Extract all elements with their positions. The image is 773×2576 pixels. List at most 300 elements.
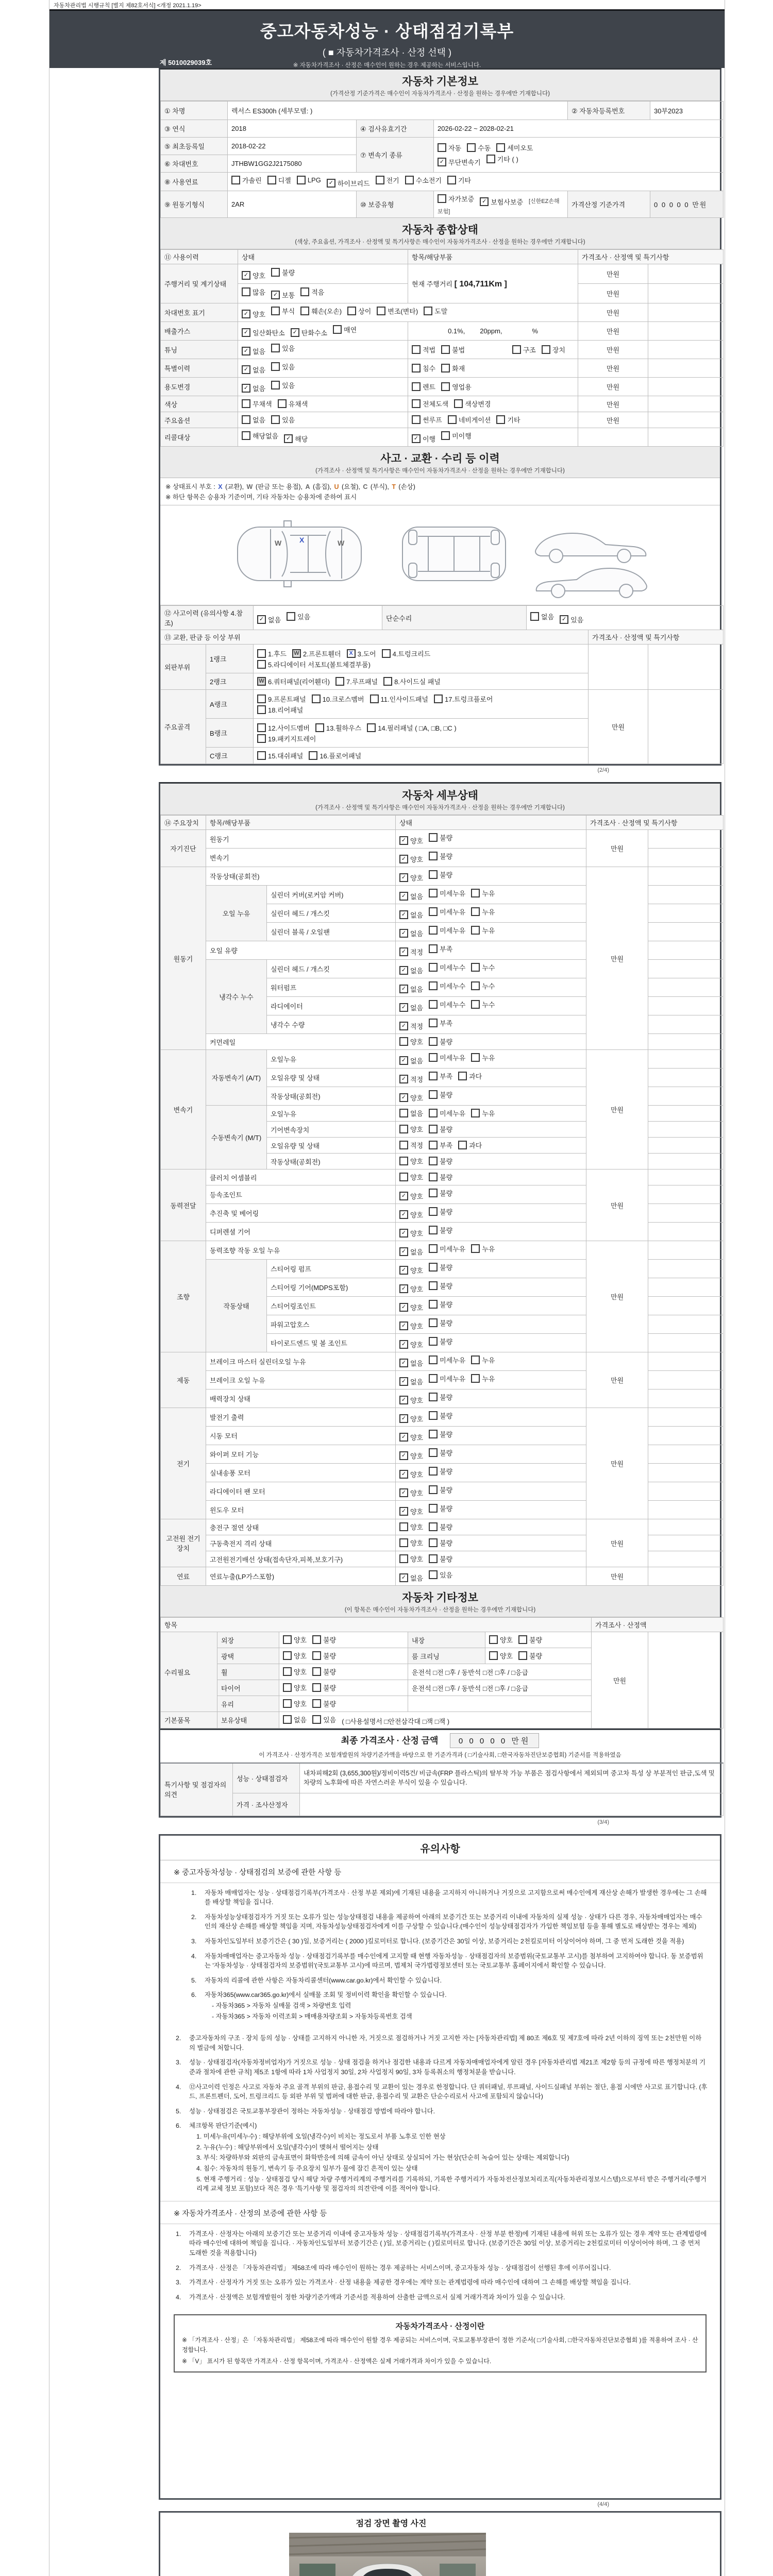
checkbox-부족[interactable] <box>429 1140 452 1150</box>
checkbox-box[interactable] <box>283 1651 292 1660</box>
checkbox-box[interactable]: ✓ <box>399 1075 408 1083</box>
checkbox-box[interactable] <box>283 1699 292 1708</box>
checkbox-있음[interactable] <box>312 1715 336 1724</box>
checkbox-7.루프패널[interactable] <box>335 676 378 686</box>
checkbox-누수[interactable] <box>471 962 495 972</box>
checkbox-box[interactable] <box>429 1448 438 1457</box>
checkbox-box[interactable] <box>312 694 321 703</box>
checkbox-box[interactable]: ✓ <box>291 328 299 337</box>
checkbox-box[interactable] <box>429 1485 438 1494</box>
checkbox-box[interactable]: ✓ <box>399 1488 408 1497</box>
checkbox-box[interactable]: ✓ <box>399 855 408 863</box>
checkbox-box[interactable] <box>242 415 250 424</box>
checkbox-없음[interactable] <box>399 1003 423 1012</box>
checkbox-box[interactable] <box>399 1538 408 1547</box>
checkbox-box[interactable]: ✓ <box>399 929 408 938</box>
checkbox-box[interactable] <box>412 415 421 424</box>
checkbox-box[interactable] <box>429 1522 438 1531</box>
checkbox-box[interactable] <box>283 1715 292 1724</box>
checkbox-양호[interactable] <box>283 1651 307 1660</box>
checkbox-box[interactable] <box>312 1715 321 1724</box>
checkbox-양호[interactable] <box>489 1651 513 1660</box>
checkbox-box[interactable] <box>471 1109 480 1117</box>
checkbox-box[interactable] <box>429 1430 438 1438</box>
checkbox-없음[interactable] <box>399 1108 423 1118</box>
checkbox-누수[interactable] <box>471 981 495 991</box>
checkbox-미이행[interactable] <box>441 431 472 440</box>
checkbox-box[interactable] <box>458 1141 467 1149</box>
checkbox-box[interactable] <box>429 1072 438 1080</box>
checkbox-불량[interactable] <box>271 267 295 277</box>
checkbox-box[interactable] <box>312 1635 321 1644</box>
checkbox-box[interactable] <box>518 1635 527 1644</box>
checkbox-있음[interactable] <box>560 615 583 624</box>
checkbox-box[interactable] <box>512 345 521 354</box>
checkbox-box[interactable] <box>399 1037 408 1046</box>
checkbox-box[interactable] <box>429 1244 438 1253</box>
checkbox-box[interactable] <box>412 399 421 408</box>
checkbox-box[interactable] <box>458 1072 467 1080</box>
checkbox-양호[interactable] <box>399 836 423 845</box>
checkbox-양호[interactable] <box>399 1093 423 1103</box>
checkbox-box[interactable]: ✓ <box>399 1573 408 1582</box>
checkbox-box[interactable] <box>448 415 457 424</box>
checkbox-box[interactable] <box>471 1374 480 1383</box>
checkbox-11.인사이드패널[interactable] <box>370 694 428 704</box>
checkbox-없음[interactable] <box>399 891 423 901</box>
checkbox-양호[interactable] <box>399 1124 423 1134</box>
checkbox-box[interactable] <box>257 694 266 703</box>
checkbox-box[interactable] <box>399 1141 408 1149</box>
checkbox-하이브리드[interactable] <box>327 178 370 188</box>
checkbox-box[interactable] <box>471 1244 480 1253</box>
checkbox-불량[interactable] <box>429 1554 452 1564</box>
checkbox-box[interactable]: ✓ <box>242 384 250 393</box>
checkbox-양호[interactable] <box>283 1699 307 1708</box>
checkbox-box[interactable] <box>242 431 250 440</box>
checkbox-보험사보증[interactable] <box>480 197 523 207</box>
checkbox-box[interactable] <box>429 1554 438 1563</box>
checkbox-양호[interactable] <box>399 1506 423 1516</box>
checkbox-없음[interactable] <box>399 928 423 938</box>
checkbox-box[interactable] <box>441 431 450 440</box>
checkbox-box[interactable] <box>429 1141 438 1149</box>
checkbox-box[interactable] <box>367 723 376 732</box>
checkbox-누유[interactable] <box>471 1374 495 1383</box>
checkbox-과다[interactable] <box>458 1140 482 1150</box>
checkbox-box[interactable] <box>429 1109 438 1117</box>
checkbox-양호[interactable] <box>399 1321 423 1331</box>
checkbox-없음[interactable] <box>242 415 265 425</box>
checkbox-미세누유[interactable] <box>429 907 465 917</box>
checkbox-구조[interactable] <box>512 345 536 354</box>
checkbox-box[interactable] <box>489 1651 498 1660</box>
checkbox-box[interactable]: ✓ <box>399 1451 408 1460</box>
checkbox-box[interactable] <box>312 1651 321 1660</box>
checkbox-box[interactable]: ✓ <box>399 1056 408 1065</box>
checkbox-불량[interactable] <box>429 1281 452 1291</box>
checkbox-양호[interactable] <box>283 1683 307 1692</box>
checkbox-box[interactable]: ✓ <box>399 1022 408 1030</box>
checkbox-18.리어패널[interactable] <box>257 705 303 715</box>
checkbox-box[interactable]: ✓ <box>399 836 408 845</box>
checkbox-box[interactable] <box>267 176 276 184</box>
checkbox-불량[interactable] <box>429 1299 452 1309</box>
checkbox-있음[interactable] <box>271 380 295 390</box>
checkbox-있음[interactable] <box>287 612 310 621</box>
checkbox-box[interactable] <box>335 677 344 686</box>
checkbox-적법[interactable] <box>412 345 435 354</box>
checkbox-4.트렁크리드[interactable] <box>382 649 431 658</box>
checkbox-box[interactable] <box>429 1300 438 1309</box>
checkbox-box[interactable] <box>471 1053 480 1062</box>
checkbox-자동[interactable] <box>438 143 461 152</box>
checkbox-19.패키지트레이[interactable] <box>257 734 316 743</box>
checkbox-불량[interactable] <box>312 1683 336 1692</box>
checkbox-없음[interactable] <box>283 1715 307 1724</box>
checkbox-2.프론트휀더[interactable] <box>292 649 341 658</box>
checkbox-미세누유[interactable] <box>429 1108 465 1118</box>
checkbox-미세누유[interactable] <box>429 925 465 935</box>
checkbox-box[interactable]: ✓ <box>399 892 408 901</box>
checkbox-box[interactable] <box>242 287 250 296</box>
checkbox-box[interactable] <box>257 649 266 658</box>
checkbox-box[interactable] <box>429 963 438 972</box>
checkbox-불량[interactable] <box>429 1318 452 1328</box>
checkbox-양호[interactable] <box>399 1395 423 1405</box>
checkbox-미세누유[interactable] <box>429 888 465 898</box>
checkbox-기타[interactable] <box>496 415 520 425</box>
checkbox-양호[interactable] <box>399 1172 423 1182</box>
checkbox-없음[interactable] <box>530 612 554 621</box>
checkbox-box[interactable] <box>429 926 438 935</box>
checkbox-box[interactable] <box>429 981 438 990</box>
checkbox-화재[interactable] <box>441 363 465 373</box>
checkbox-box[interactable]: ✓ <box>480 197 489 206</box>
checkbox-미세누수[interactable] <box>429 962 465 972</box>
checkbox-불량[interactable] <box>429 1262 452 1272</box>
checkbox-box[interactable] <box>429 1125 438 1133</box>
checkbox-box[interactable] <box>399 1125 408 1133</box>
checkbox-미세누유[interactable] <box>429 1053 465 1062</box>
checkbox-적정[interactable] <box>399 1140 423 1150</box>
checkbox-불량[interactable] <box>429 1392 452 1402</box>
checkbox-box[interactable]: ✓ <box>271 291 280 299</box>
checkbox-box[interactable] <box>429 1019 438 1027</box>
checkbox-훼손(오손)[interactable] <box>300 306 342 316</box>
checkbox-box[interactable]: ✓ <box>399 873 408 882</box>
checkbox-box[interactable] <box>429 1411 438 1420</box>
checkbox-box[interactable] <box>399 1157 408 1165</box>
checkbox-불량[interactable] <box>429 1336 452 1346</box>
checkbox-box[interactable] <box>429 1226 438 1234</box>
checkbox-15.대쉬패널[interactable] <box>257 751 303 760</box>
checkbox-box[interactable] <box>312 1667 321 1676</box>
checkbox-있음[interactable] <box>429 1570 452 1580</box>
checkbox-무단변속기[interactable] <box>438 157 481 167</box>
checkbox-LPG[interactable] <box>297 176 321 184</box>
checkbox-양호[interactable] <box>399 1156 423 1166</box>
checkbox-누유[interactable] <box>471 1108 495 1118</box>
checkbox-box[interactable] <box>471 926 480 935</box>
checkbox-적정[interactable] <box>399 1021 423 1031</box>
checkbox-box[interactable]: ✓ <box>284 434 293 443</box>
checkbox-box[interactable]: ✓ <box>242 365 250 374</box>
checkbox-수소전기[interactable] <box>405 175 442 185</box>
checkbox-양호[interactable] <box>399 1554 423 1564</box>
checkbox-불량[interactable] <box>312 1635 336 1645</box>
checkbox-box[interactable] <box>283 1683 292 1692</box>
checkbox-box[interactable] <box>271 268 280 277</box>
checkbox-box[interactable]: ✓ <box>399 910 408 919</box>
checkbox-8.사이드실 패널[interactable] <box>383 676 441 686</box>
checkbox-변조(변타)[interactable] <box>377 306 418 316</box>
checkbox-box[interactable]: ✓ <box>242 271 250 280</box>
checkbox-상이[interactable] <box>347 306 371 316</box>
checkbox-수동[interactable] <box>467 143 491 152</box>
checkbox-box[interactable] <box>257 660 266 669</box>
checkbox-불량[interactable] <box>429 1522 452 1532</box>
checkbox-6.쿼터패널(리어휀더)[interactable] <box>257 676 330 686</box>
checkbox-무채색[interactable] <box>242 399 272 409</box>
checkbox-도말[interactable] <box>424 306 447 316</box>
checkbox-해당없음[interactable] <box>242 431 278 440</box>
checkbox-보통[interactable] <box>271 290 295 300</box>
checkbox-box[interactable] <box>309 751 317 760</box>
checkbox-양호[interactable] <box>489 1635 513 1645</box>
checkbox-box[interactable]: ✓ <box>399 1321 408 1330</box>
checkbox-box[interactable] <box>454 399 463 408</box>
checkbox-box[interactable] <box>429 1173 438 1181</box>
checkbox-탄화수소[interactable] <box>291 328 327 337</box>
checkbox-box[interactable]: ✓ <box>242 347 250 355</box>
checkbox-양호[interactable] <box>399 1488 423 1498</box>
checkbox-불량[interactable] <box>312 1651 336 1660</box>
checkbox-box[interactable] <box>271 344 280 352</box>
checkbox-없음[interactable] <box>399 1573 423 1583</box>
checkbox-box[interactable] <box>429 1281 438 1290</box>
checkbox-양호[interactable] <box>283 1667 307 1676</box>
checkbox-box[interactable]: ✓ <box>399 1433 408 1442</box>
checkbox-가솔린[interactable] <box>231 175 262 185</box>
checkbox-box[interactable] <box>429 852 438 860</box>
checkbox-불량[interactable] <box>429 1448 452 1458</box>
checkbox-box[interactable] <box>429 889 438 897</box>
checkbox-box[interactable] <box>441 382 450 391</box>
checkbox-box[interactable] <box>412 345 421 354</box>
checkbox-없음[interactable] <box>242 383 265 393</box>
checkbox-box[interactable] <box>376 176 384 184</box>
checkbox-불량[interactable] <box>429 1172 452 1182</box>
checkbox-box[interactable] <box>471 907 480 916</box>
checkbox-box[interactable] <box>283 1635 292 1644</box>
checkbox-box[interactable] <box>257 751 266 760</box>
checkbox-box[interactable] <box>377 307 385 315</box>
checkbox-양호[interactable] <box>399 1037 423 1046</box>
checkbox-box[interactable] <box>231 176 240 184</box>
checkbox-box[interactable] <box>471 889 480 897</box>
checkbox-불량[interactable] <box>429 1156 452 1166</box>
checkbox-box[interactable] <box>257 705 266 714</box>
checkbox-없음[interactable] <box>399 1056 423 1065</box>
checkbox-없음[interactable] <box>399 1377 423 1386</box>
checkbox-box[interactable]: ✓ <box>242 310 250 318</box>
checkbox-불량[interactable] <box>429 1037 452 1046</box>
checkbox-양호[interactable] <box>399 1302 423 1312</box>
checkbox-양호[interactable] <box>242 309 265 319</box>
checkbox-box[interactable] <box>441 345 450 354</box>
checkbox-box[interactable]: ✓ <box>399 1210 408 1219</box>
checkbox-매연[interactable] <box>333 325 357 334</box>
checkbox-12.사이드멤버[interactable] <box>257 723 310 733</box>
checkbox-양호[interactable] <box>283 1635 307 1645</box>
checkbox-누유[interactable] <box>471 888 495 898</box>
checkbox-양호[interactable] <box>399 1522 423 1532</box>
checkbox-box[interactable]: ✓ <box>438 158 446 166</box>
checkbox-누유[interactable] <box>471 1053 495 1062</box>
checkbox-장치[interactable] <box>542 345 565 354</box>
checkbox-9.프론트패널[interactable] <box>257 694 306 704</box>
checkbox-13.휠하우스[interactable] <box>315 723 361 733</box>
checkbox-양호[interactable] <box>399 1228 423 1238</box>
checkbox-box[interactable] <box>542 345 550 354</box>
checkbox-box[interactable] <box>429 1393 438 1401</box>
checkbox-렌트[interactable] <box>412 382 435 392</box>
checkbox-누수[interactable] <box>471 999 495 1009</box>
checkbox-box[interactable]: ✓ <box>399 1507 408 1516</box>
checkbox-box[interactable] <box>412 364 421 372</box>
checkbox-침수[interactable] <box>412 363 435 373</box>
checkbox-불량[interactable] <box>312 1699 336 1708</box>
checkbox-box[interactable] <box>405 176 414 184</box>
checkbox-적음[interactable] <box>300 287 324 297</box>
checkbox-16.플로어패널[interactable] <box>309 751 361 760</box>
checkbox-부족[interactable] <box>429 1018 452 1028</box>
checkbox-box[interactable]: W <box>257 677 266 686</box>
checkbox-box[interactable]: ✓ <box>257 615 266 624</box>
checkbox-box[interactable] <box>429 833 438 842</box>
checkbox-box[interactable] <box>242 399 250 408</box>
checkbox-미세누수[interactable] <box>429 999 465 1009</box>
checkbox-기타[interactable] <box>447 175 471 185</box>
checkbox-없음[interactable] <box>257 615 281 624</box>
checkbox-세미오토[interactable] <box>496 143 533 152</box>
checkbox-전기[interactable] <box>376 175 399 185</box>
checkbox-box[interactable] <box>429 1207 438 1216</box>
checkbox-box[interactable]: ✓ <box>399 1470 408 1479</box>
checkbox-box[interactable] <box>382 649 391 658</box>
checkbox-box[interactable] <box>429 1318 438 1327</box>
checkbox-영업용[interactable] <box>441 382 472 392</box>
checkbox-양호[interactable] <box>399 1265 423 1275</box>
checkbox-box[interactable] <box>429 1337 438 1346</box>
checkbox-양호[interactable] <box>399 854 423 864</box>
checkbox-box[interactable] <box>399 1554 408 1563</box>
checkbox-미세누수[interactable] <box>429 981 465 991</box>
checkbox-일산화탄소[interactable] <box>242 328 285 337</box>
checkbox-box[interactable]: ✓ <box>399 1247 408 1256</box>
checkbox-box[interactable] <box>300 287 309 296</box>
checkbox-누유[interactable] <box>471 907 495 917</box>
checkbox-box[interactable]: W <box>292 649 301 658</box>
checkbox-box[interactable] <box>297 176 306 184</box>
checkbox-불량[interactable] <box>429 1188 452 1198</box>
checkbox-불량[interactable] <box>429 1207 452 1216</box>
checkbox-box[interactable] <box>471 1000 480 1009</box>
checkbox-box[interactable] <box>530 612 539 621</box>
checkbox-기타 ( )[interactable] <box>486 154 518 164</box>
checkbox-box[interactable] <box>278 399 287 408</box>
checkbox-색상변경[interactable] <box>454 399 491 409</box>
checkbox-box[interactable] <box>471 981 480 990</box>
checkbox-box[interactable] <box>489 1635 498 1644</box>
checkbox-box[interactable] <box>333 325 342 334</box>
checkbox-box[interactable] <box>429 907 438 916</box>
checkbox-없음[interactable] <box>242 346 265 356</box>
checkbox-있음[interactable] <box>271 415 295 425</box>
checkbox-양호[interactable] <box>399 1538 423 1548</box>
checkbox-box[interactable] <box>429 1000 438 1009</box>
checkbox-해당[interactable] <box>284 434 308 444</box>
checkbox-불량[interactable] <box>429 833 452 842</box>
checkbox-양호[interactable] <box>399 1340 423 1349</box>
checkbox-box[interactable] <box>429 870 438 879</box>
checkbox-box[interactable] <box>257 723 266 732</box>
checkbox-box[interactable] <box>496 143 505 152</box>
checkbox-box[interactable] <box>429 1263 438 1272</box>
checkbox-유채색[interactable] <box>278 399 308 409</box>
checkbox-누유[interactable] <box>471 1244 495 1253</box>
checkbox-box[interactable] <box>429 1090 438 1099</box>
checkbox-불량[interactable] <box>429 1466 452 1476</box>
checkbox-불량[interactable] <box>429 851 452 861</box>
checkbox-없음[interactable] <box>242 365 265 375</box>
checkbox-box[interactable] <box>271 415 280 424</box>
checkbox-불량[interactable] <box>429 1225 452 1235</box>
checkbox-양호[interactable] <box>399 1210 423 1219</box>
checkbox-불량[interactable] <box>312 1667 336 1676</box>
checkbox-양호[interactable] <box>399 1191 423 1201</box>
checkbox-양호[interactable] <box>399 873 423 883</box>
checkbox-box[interactable]: ✓ <box>327 179 335 188</box>
checkbox-box[interactable] <box>399 1522 408 1531</box>
checkbox-box[interactable] <box>370 694 379 703</box>
checkbox-box[interactable]: X <box>347 649 356 658</box>
checkbox-box[interactable] <box>383 677 392 686</box>
checkbox-box[interactable] <box>438 194 446 203</box>
checkbox-불량[interactable] <box>429 1124 452 1134</box>
checkbox-box[interactable] <box>429 1504 438 1513</box>
checkbox-불량[interactable] <box>518 1635 542 1645</box>
checkbox-box[interactable] <box>257 734 266 743</box>
checkbox-box[interactable] <box>312 1699 321 1708</box>
checkbox-box[interactable]: ✓ <box>399 1414 408 1423</box>
checkbox-box[interactable] <box>315 723 324 732</box>
checkbox-box[interactable] <box>399 1109 408 1117</box>
checkbox-box[interactable] <box>271 362 280 371</box>
checkbox-box[interactable] <box>300 307 309 315</box>
checkbox-불법[interactable] <box>441 345 465 354</box>
checkbox-box[interactable] <box>496 415 505 424</box>
checkbox-미세누유[interactable] <box>429 1374 465 1383</box>
checkbox-box[interactable] <box>429 944 438 953</box>
checkbox-5.라디에이터 서포트(볼트체결부품)[interactable] <box>257 659 371 669</box>
checkbox-많음[interactable] <box>242 287 265 297</box>
checkbox-있음[interactable] <box>271 343 295 353</box>
checkbox-불량[interactable] <box>429 1538 452 1548</box>
checkbox-네비게이션[interactable] <box>448 415 491 425</box>
checkbox-있음[interactable] <box>271 362 295 371</box>
